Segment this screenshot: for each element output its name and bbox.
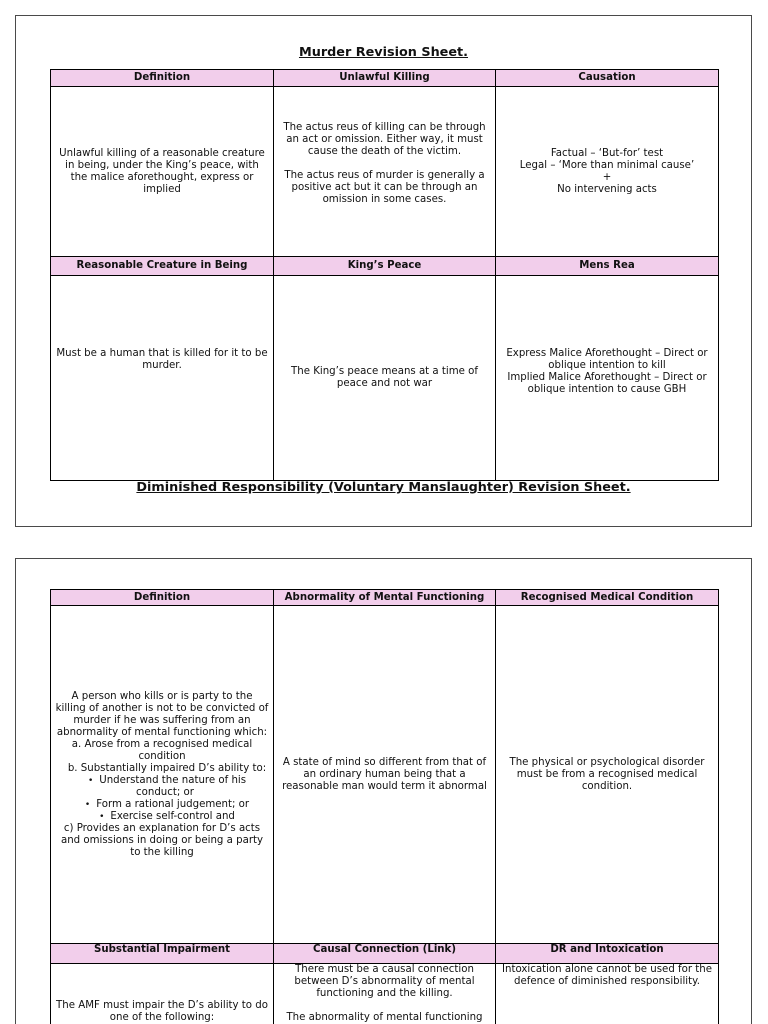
text-line: Express Malice Aforethought – Direct or <box>506 348 708 359</box>
text-line: Intoxication alone cannot be used for the <box>502 964 712 975</box>
text-line: killing of another is not to be convicted of <box>55 702 269 714</box>
bullet-icon: • <box>84 799 91 810</box>
text-line: an act or omission. Either way, it must <box>286 134 483 145</box>
murder-revision-table <box>50 69 719 481</box>
text-line: one of the following: <box>109 1012 215 1023</box>
header-cell-causal-connection: Causal Connection (Link) <box>274 944 495 963</box>
text-line: positive act but it can be through an <box>291 182 478 193</box>
text-line: Must be a human that is killed for it to be <box>56 348 268 359</box>
text-line: must be from a recognised medical <box>516 768 698 780</box>
cell-dr-and-intoxication <box>496 964 718 1024</box>
bullet-item <box>78 775 246 787</box>
bullet-icon: • <box>99 811 105 822</box>
list-item-a-continued: condition <box>138 750 186 762</box>
paragraph <box>294 964 474 1000</box>
header-cell-reasonable-creature: Reasonable Creature in Being <box>51 257 273 275</box>
text-line: condition. <box>581 780 633 792</box>
bullet-item-continued: conduct; or <box>136 786 194 798</box>
text-line: implied <box>143 183 181 195</box>
text-line: reasonable man would term it abnormal <box>282 780 487 792</box>
text-line: + <box>602 171 612 183</box>
text-line: murder. <box>142 360 182 371</box>
text-line: oblique intention to cause GBH <box>527 384 687 395</box>
header-cell-causation: Causation <box>496 70 718 86</box>
list-item-c-continued: to the killing <box>130 846 194 858</box>
cell-definition <box>51 87 273 256</box>
cell-unlawful-killing <box>274 87 495 256</box>
bullet-icon: • <box>87 775 94 786</box>
text-line: functioning and the killing. <box>316 988 453 999</box>
text-line: The King’s peace means at a time of <box>291 366 478 377</box>
list-item-c-continued: and omissions in doing or being a party <box>60 834 264 846</box>
header-cell-abnormality-of-mental-functioning: Abnormality of Mental Functioning <box>274 590 495 605</box>
cell-reasonable-creature <box>51 276 273 480</box>
diminished-responsibility-table <box>50 589 719 1024</box>
text-line: There must be a causal connection <box>295 964 474 975</box>
list-item-a: a. Arose from a recognised medical <box>71 738 253 750</box>
text-line: murder if he was suffering from an <box>73 714 251 726</box>
bullet-item <box>89 811 235 823</box>
paragraph <box>286 1012 482 1024</box>
text-line: in being, under the King’s peace, with <box>65 159 259 171</box>
text-line: cause the death of the victim. <box>307 146 462 157</box>
text-line: Implied Malice Aforethought – Direct or <box>507 372 707 383</box>
text-line: Unlawful killing of a reasonable creature <box>59 147 265 159</box>
text-line: oblique intention to kill <box>548 360 666 371</box>
header-cell-kings-peace: King’s Peace <box>274 257 495 275</box>
header-cell-definition: Definition <box>51 590 273 605</box>
header-cell-recognised-medical-condition: Recognised Medical Condition <box>496 590 718 605</box>
paragraph <box>284 170 484 206</box>
header-cell-definition: Definition <box>51 70 273 86</box>
text-line: peace and not war <box>336 378 433 389</box>
header-cell-dr-and-intoxication: DR and Intoxication <box>496 944 718 963</box>
text-line: A state of mind so different from that of <box>282 756 487 768</box>
text-line: between D’s abnormality of mental <box>294 976 475 987</box>
document-page-2 <box>15 558 752 1024</box>
text-line: Legal – ‘More than minimal cause’ <box>519 159 695 171</box>
paragraph <box>283 122 485 158</box>
cell-substantial-impairment <box>51 964 273 1024</box>
header-cell-substantial-impairment: Substantial Impairment <box>51 944 273 963</box>
cell-recognised-medical-condition <box>496 606 718 943</box>
header-cell-mens-rea: Mens Rea <box>496 257 718 275</box>
cell-kings-peace <box>274 276 495 480</box>
murder-sheet-title: Murder Revision Sheet. <box>298 45 469 60</box>
cell-mens-rea <box>496 276 718 480</box>
cell-abnormality-of-mental-functioning <box>274 606 495 943</box>
text-line: A person who kills or is party to the <box>71 690 253 702</box>
diminished-responsibility-sheet-title: Diminished Responsibility (Voluntary Manslaughter) Revision Sheet. <box>136 480 631 495</box>
header-cell-unlawful-killing: Unlawful Killing <box>274 70 495 86</box>
list-item-b: b. Substantially impaired D’s ability to: <box>67 762 267 774</box>
cell-causation <box>496 87 718 256</box>
bullet-text: Form a rational judgement; or <box>96 798 250 810</box>
bullet-text: Understand the nature of his <box>99 774 247 786</box>
text-line: The AMF must impair the D’s ability to do <box>56 1000 268 1011</box>
cell-dr-definition <box>51 606 273 943</box>
text-line: The actus reus of murder is generally a <box>284 170 485 181</box>
text-line: The abnormality of mental functioning <box>286 1012 483 1023</box>
bullet-item <box>75 799 249 811</box>
text-line: Factual – ‘But-for’ test <box>550 147 664 159</box>
text-line: the malice aforethought, express or <box>70 171 254 183</box>
document-page-1 <box>15 15 752 527</box>
text-line: defence of diminished responsibility. <box>514 976 700 987</box>
bullet-text: Exercise self-control and <box>110 810 235 822</box>
list-item-c: c) Provides an explanation for D’s acts <box>63 822 261 834</box>
text-line: an ordinary human being that a <box>303 768 466 780</box>
text-line: omission in some cases. <box>322 194 447 205</box>
text-line: abnormality of mental functioning which: <box>56 726 268 738</box>
cell-causal-connection <box>274 964 495 1024</box>
text-line: The actus reus of killing can be through <box>283 122 486 133</box>
text-line: The physical or psychological disorder <box>509 756 705 768</box>
text-line: No intervening acts <box>557 183 657 195</box>
